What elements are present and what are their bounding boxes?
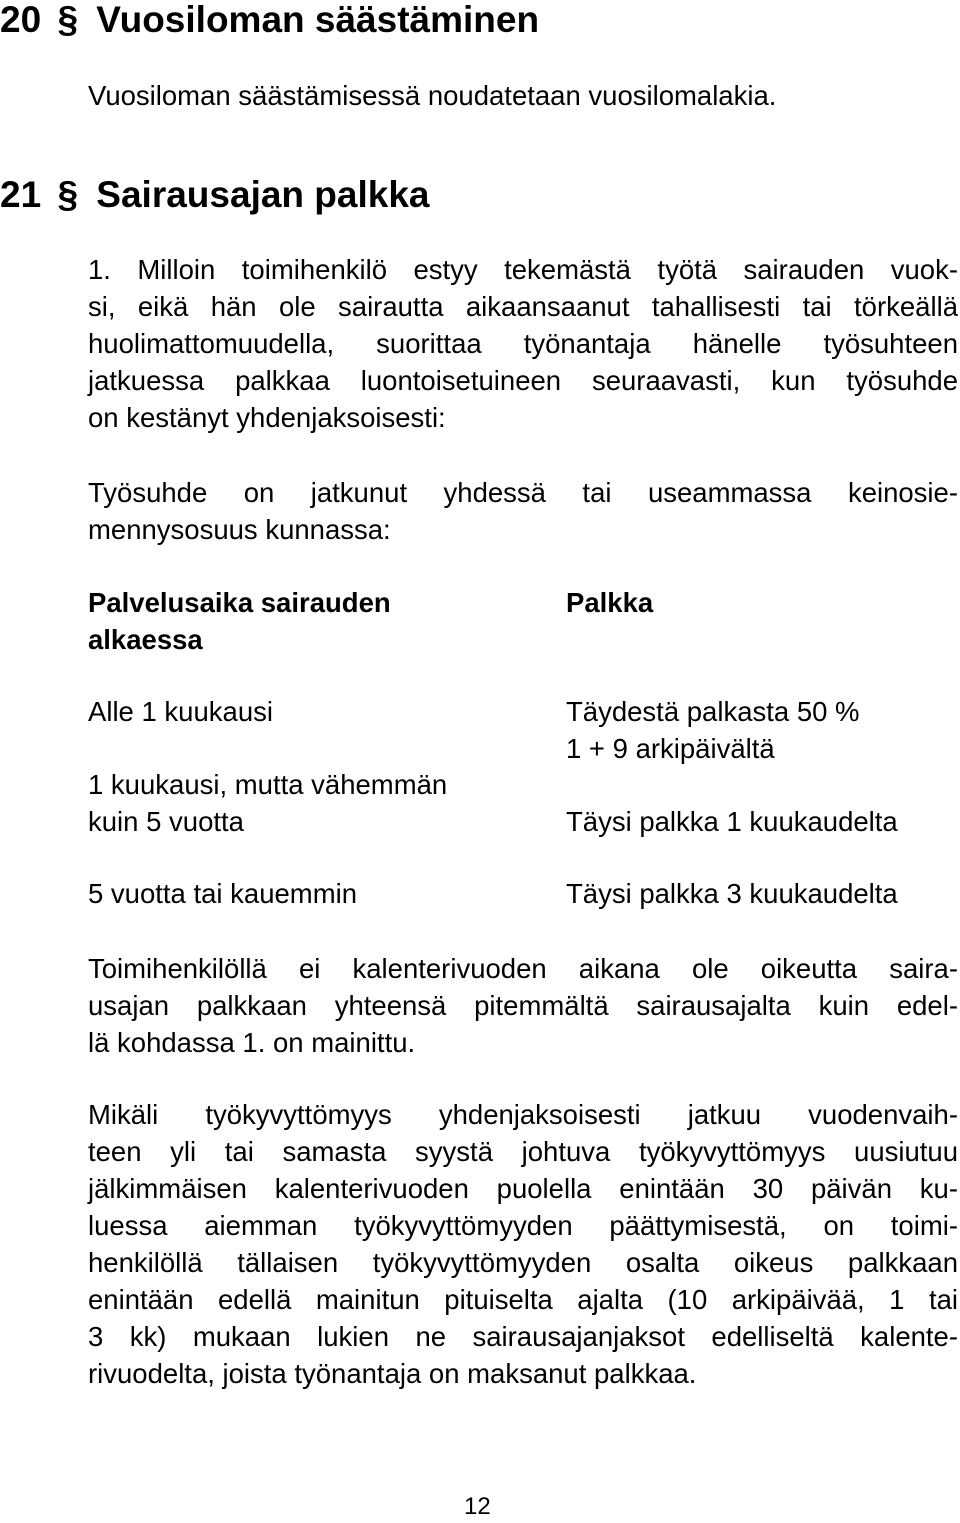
paragraph-line: usajan palkkaan yhteensä pitemmältä sairausajalta kuin edel- xyxy=(88,990,958,1021)
service-line: 1 kuukausi, mutta vähemmän xyxy=(88,769,448,800)
paragraph-line: enintään edellä mainitun pituiselta ajalta (10 arkipäivää, 1 tai xyxy=(88,1284,958,1315)
paragraph-line: on kestänyt yhdenjaksoisesti: xyxy=(88,402,446,433)
paragraph-line: huolimattomuudella, suorittaa työnantaja hänelle työsuhteen xyxy=(88,328,958,359)
section-21-heading xyxy=(0,173,430,217)
item-1-paragraph xyxy=(88,251,958,436)
section-20-heading xyxy=(0,0,539,42)
row-2-pay: Täysi palkka 1 kuukaudelta xyxy=(566,806,898,837)
paragraph-line: rivuodelta, joista työnantaja on maksanut palkkaa. xyxy=(88,1358,697,1389)
header-service-time xyxy=(88,584,391,658)
section-symbol: § xyxy=(57,0,79,40)
page-number: 12 xyxy=(464,1493,491,1520)
section-number: 20 xyxy=(0,0,42,40)
paragraph-line: Toimihenkilöllä ei kalenterivuoden aikana ole oikeutta saira- xyxy=(88,953,958,984)
continuation-paragraph xyxy=(88,1096,958,1392)
row-3-pay: Täysi palkka 3 kuukaudelta xyxy=(566,878,898,909)
paragraph-line: 3 kk) mukaan lukien ne sairausajanjaksot edelliseltä kalente- xyxy=(88,1321,958,1352)
row-1-pay xyxy=(566,693,860,767)
condition-paragraph xyxy=(88,474,958,548)
header-line: Palvelusaika sairauden xyxy=(88,587,391,618)
row-1-service: Alle 1 kuukausi xyxy=(88,696,273,727)
header-line: alkaessa xyxy=(88,624,203,655)
paragraph-line: jälkimmäisen kalenterivuoden puolella enintään 30 päivän ku- xyxy=(88,1173,958,1204)
pay-line: 1 + 9 arkipäivältä xyxy=(566,733,775,764)
paragraph-line: henkilöllä tällaisen työkyvyttömyyden osalta oikeus palkkaan xyxy=(88,1247,958,1278)
section-number: 21 xyxy=(0,174,42,215)
paragraph-line: luessa aiemman työkyvyttömyyden päättymisestä, on toimi- xyxy=(88,1210,958,1241)
row-2-service xyxy=(88,766,447,840)
row-3-service: 5 vuotta tai kauemmin xyxy=(88,878,358,909)
header-pay: Palkka xyxy=(566,587,654,618)
paragraph-line: Työsuhde on jatkunut yhdessä tai useammassa keinosie- xyxy=(88,477,958,508)
paragraph-line: jatkuessa palkkaa luontoisetuineen seuraavasti, kun työsuhde xyxy=(88,365,958,396)
limit-paragraph xyxy=(88,950,958,1061)
paragraph-line: lä kohdassa 1. on mainittu. xyxy=(88,1027,416,1058)
service-line: kuin 5 vuotta xyxy=(88,806,244,837)
paragraph-line: mennysosuus kunnassa: xyxy=(88,514,391,545)
paragraph-line: Mikäli työkyvyttömyys yhdenjaksoisesti jatkuu vuodenvaih- xyxy=(88,1099,958,1130)
paragraph-line: 1. Milloin toimihenkilö estyy tekemästä työtä sairauden vuok- xyxy=(88,254,958,285)
paragraph-line: teen yli tai samasta syystä johtuva työkyvyttömyys uusiutuu xyxy=(88,1136,958,1167)
section-symbol: § xyxy=(57,174,79,215)
pay-line: Täydestä palkasta 50 % xyxy=(566,696,860,727)
section-20-body: Vuosiloman säästämisessä noudatetaan vuosilomalakia. xyxy=(88,80,777,111)
paragraph-line: si, eikä hän ole sairautta aikaansaanut tahallisesti tai törkeällä xyxy=(88,291,958,322)
section-title: Vuosiloman säästäminen xyxy=(96,0,540,40)
section-title: Sairausajan palkka xyxy=(96,174,430,215)
